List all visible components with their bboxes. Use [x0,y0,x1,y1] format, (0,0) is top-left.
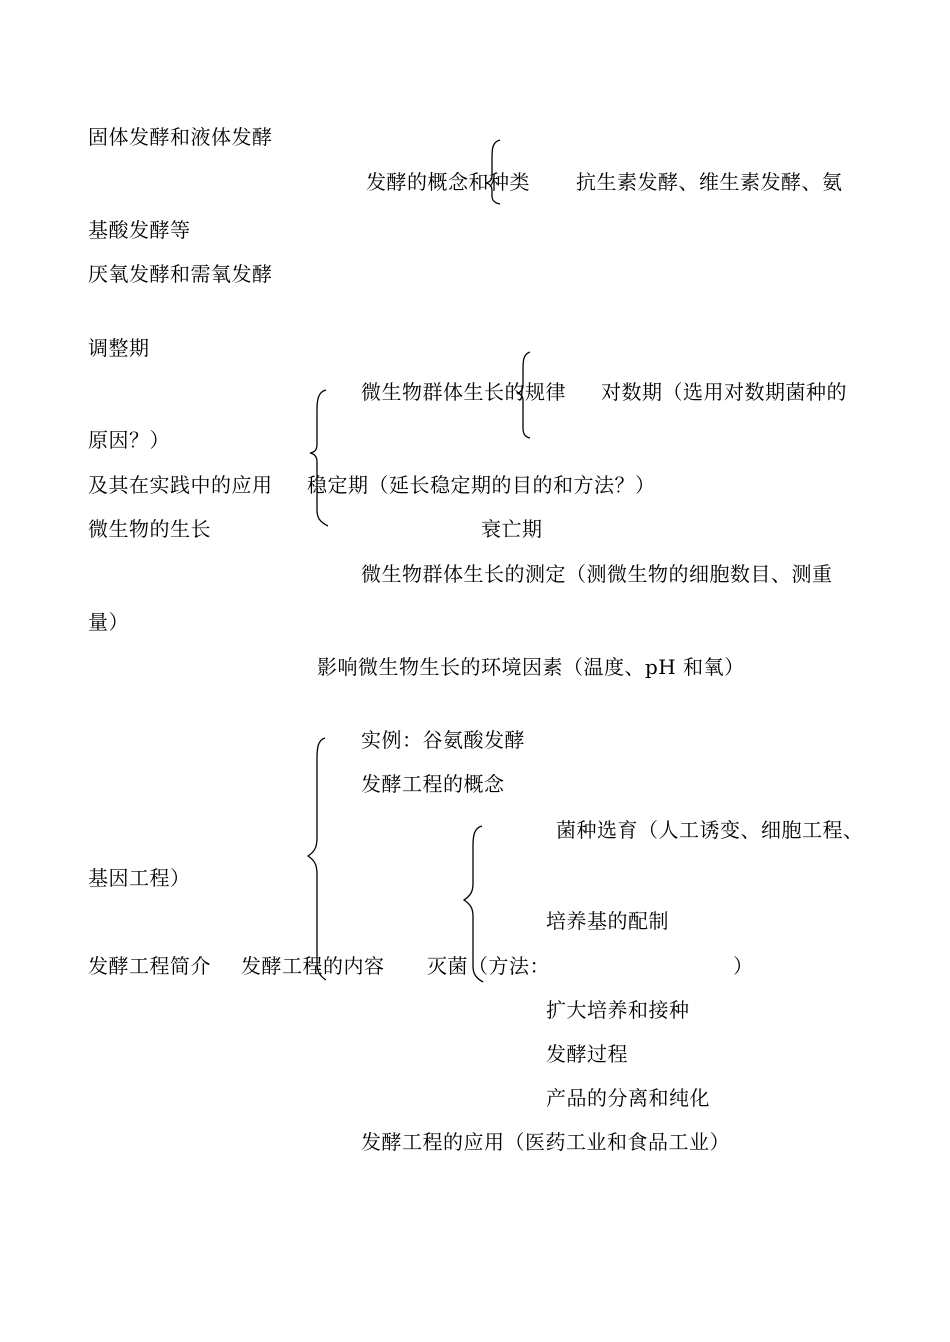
engineering-application: 发酵工程的应用（医药工业和食品工业） [361,1130,730,1154]
separation-purification: 产品的分离和纯化 [546,1086,710,1110]
microbe-growth: 微生物的生长 [88,517,211,541]
expansion-inoculation: 扩大培养和接种 [546,998,690,1022]
stationary-phase: 稳定期（延长稳定期的目的和方法？） [307,473,656,497]
environment-factors: 影响微生物生长的环境因素（温度、pH 和氧） [317,655,745,679]
products-line2: 基酸发酵等 [88,218,191,242]
lag-phase: 调整期 [88,336,150,360]
measurement-line1: 微生物群体生长的测定（测微生物的细胞数目、测重 [361,562,833,586]
log-phase-line1: 对数期（选用对数期菌种的 [601,380,847,404]
engineering-intro: 发酵工程简介 [88,954,211,978]
engineering-example: 实例：谷氨酸发酵 [361,728,525,752]
sterilization: 灭菌（方法： [427,954,550,978]
type-solid-liquid: 固体发酵和液体发酵 [88,125,273,149]
engineering-concept: 发酵工程的概念 [361,772,505,796]
fermentation-process: 发酵过程 [546,1042,628,1066]
measurement-line2: 量） [88,610,129,634]
sterilization-close: ） [733,954,754,978]
engineering-content: 发酵工程的内容 [241,954,385,978]
type-anaerobic-aerobic: 厌氧发酵和需氧发酵 [88,262,273,286]
products-line1: 抗生素发酵、维生素发酵、氨 [576,170,843,194]
application: 及其在实践中的应用 [88,473,273,497]
strain-breeding-line1: 菌种选育（人工诱变、细胞工程、 [556,818,864,842]
brace-engineering-intro [308,738,326,980]
brace-microbe-growth [310,390,328,526]
group-growth-law: 微生物群体生长的规律 [361,380,566,404]
medium-preparation: 培养基的配制 [546,909,669,933]
strain-breeding-line2: 基因工程） [88,866,191,890]
decline-phase: 衰亡期 [481,517,543,541]
concept-and-types: 发酵的概念和种类 [366,170,530,194]
log-phase-line2: 原因？） [88,428,170,452]
